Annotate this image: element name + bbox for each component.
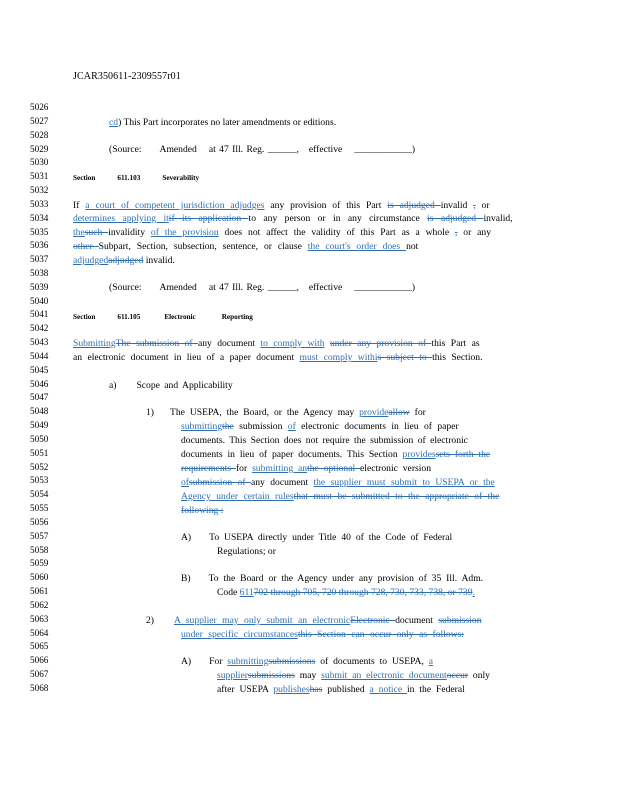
line-number: 5026 xyxy=(30,102,49,112)
line-5034: determines applying itif its application to any person or in any circumstance is adjudged invalid, xyxy=(73,213,513,224)
line-number: 5032 xyxy=(30,185,49,195)
line-number: 5028 xyxy=(30,129,49,140)
line-number: 5055 xyxy=(30,503,49,514)
line-5061: Code 611702 through 705, 720 through 728, 730, 733, 738, or 739. xyxy=(217,587,475,598)
line-number: 5052 xyxy=(30,461,49,472)
line-number: 5067 xyxy=(30,669,49,679)
document-id: JCAR350611-2309557r01 xyxy=(73,71,181,82)
line-number: 5061 xyxy=(30,586,49,596)
line-number: 5037 xyxy=(30,254,49,265)
line-5068: after USEPA publisheshas published a notice in the Federal xyxy=(217,684,465,695)
section-heading-611-105: Section 611.105 Electronic Reporting xyxy=(73,313,253,321)
line-5049: submittingthe submission of electronic documents in lieu of paper xyxy=(181,421,459,432)
line-number: 5059 xyxy=(30,558,49,569)
line-5033: If a court of competent jurisdiction adjudges any provision of this Part is adjudged invalid , or xyxy=(73,200,490,211)
line-number: 5048 xyxy=(30,406,49,417)
line-number: 5046 xyxy=(30,378,49,389)
line-number: 5066 xyxy=(30,655,49,666)
line-5051: documents in lieu of paper documents. This Section providessets forth the xyxy=(181,449,491,460)
line-5058: Regulations; or xyxy=(217,546,276,557)
line-number: 5057 xyxy=(30,530,49,541)
line-number: 5049 xyxy=(30,420,49,431)
line-number: 5036 xyxy=(30,240,49,251)
line-number: 5031 xyxy=(30,171,49,182)
line-number: 5053 xyxy=(30,475,49,486)
line-number: 5064 xyxy=(30,627,49,638)
line-number: 5038 xyxy=(30,268,49,278)
line-number: 5045 xyxy=(30,364,49,375)
line-5039-source-note: (Source: Amended at 47 Ill. Reg. ______, effective ____________) xyxy=(109,282,416,293)
line-5066: A) For submittingsubmissions of documents to USEPA, a xyxy=(181,656,434,667)
line-number: 5043 xyxy=(30,337,49,348)
line-number: 5060 xyxy=(30,572,49,583)
line-number: 5029 xyxy=(30,143,49,154)
line-number: 5051 xyxy=(30,447,49,458)
line-5035: thesuch invalidity of the provision does not affect the validity of this Part as a whole , or any xyxy=(73,227,492,238)
line-5064: under specific circumstancesthis Section can occur only as follows: xyxy=(181,629,464,640)
line-number: 5030 xyxy=(30,157,49,168)
line-5046: a) Scope and Applicability xyxy=(109,380,233,391)
line-5067: suppliersubmissions may submit an electronic documentoccur only xyxy=(217,670,490,681)
section-heading-611-103: Section 611.103 Severability xyxy=(73,174,200,182)
line-5055: following : xyxy=(181,505,224,516)
line-number: 5035 xyxy=(30,226,49,237)
line-number: 5065 xyxy=(30,641,49,652)
line-5052: requirements for submitting anthe optional electronic version xyxy=(181,463,432,474)
line-number: 5063 xyxy=(30,613,49,624)
line-number: 5041 xyxy=(30,309,49,320)
line-number: 5047 xyxy=(30,392,49,403)
line-5027: cd) This Part incorporates no later amendments or editions. xyxy=(109,117,337,128)
line-number: 5033 xyxy=(30,198,49,209)
line-number: 5050 xyxy=(30,433,49,444)
line-number: 5056 xyxy=(30,516,49,527)
line-5053: ofsubmission of any document the supplier must submit to USEPA or the xyxy=(181,477,495,488)
line-number: 5044 xyxy=(30,350,49,361)
line-number: 5039 xyxy=(30,281,49,292)
line-number: 5058 xyxy=(30,544,49,555)
line-5063: 2) A supplier may only submit an electronicElectronic document submission xyxy=(146,615,482,626)
line-5037: adjudgedadjudged invalid. xyxy=(73,255,175,266)
line-5060: B) To the Board or the Agency under any provision of 35 Ill. Adm. xyxy=(181,573,484,584)
line-5043: SubmittingThe submission of any document to comply with under any provision of this Part as xyxy=(73,338,480,349)
line-5057: A) To USEPA directly under Title 40 of the Code of Federal xyxy=(181,532,453,543)
line-5050: documents. This Section does not require the submission of electronic xyxy=(181,435,468,446)
line-5054: Agency under certain rulesthat must be submitted to the appropriate of the xyxy=(181,491,500,502)
inserted-text: cd xyxy=(109,117,119,128)
line-number: 5062 xyxy=(30,599,49,610)
line-5048: 1) The USEPA, the Board, or the Agency may provideallow for xyxy=(146,407,426,418)
line-number: 5027 xyxy=(30,115,49,126)
line-number: 5068 xyxy=(30,682,49,693)
line-5029-source-note: (Source: Amended at 47 Ill. Reg. ______, effective ____________) xyxy=(109,144,416,155)
line-5044: an electronic document in lieu of a paper document must comply withis subject to this Section. xyxy=(73,352,483,363)
line-number: 5040 xyxy=(30,295,49,306)
line-number: 5034 xyxy=(30,212,49,223)
line-number: 5042 xyxy=(30,323,49,334)
line-number: 5054 xyxy=(30,489,49,500)
line-5036: other Subpart, Section, subsection, sentence, or clause the court's order does not xyxy=(73,241,419,252)
